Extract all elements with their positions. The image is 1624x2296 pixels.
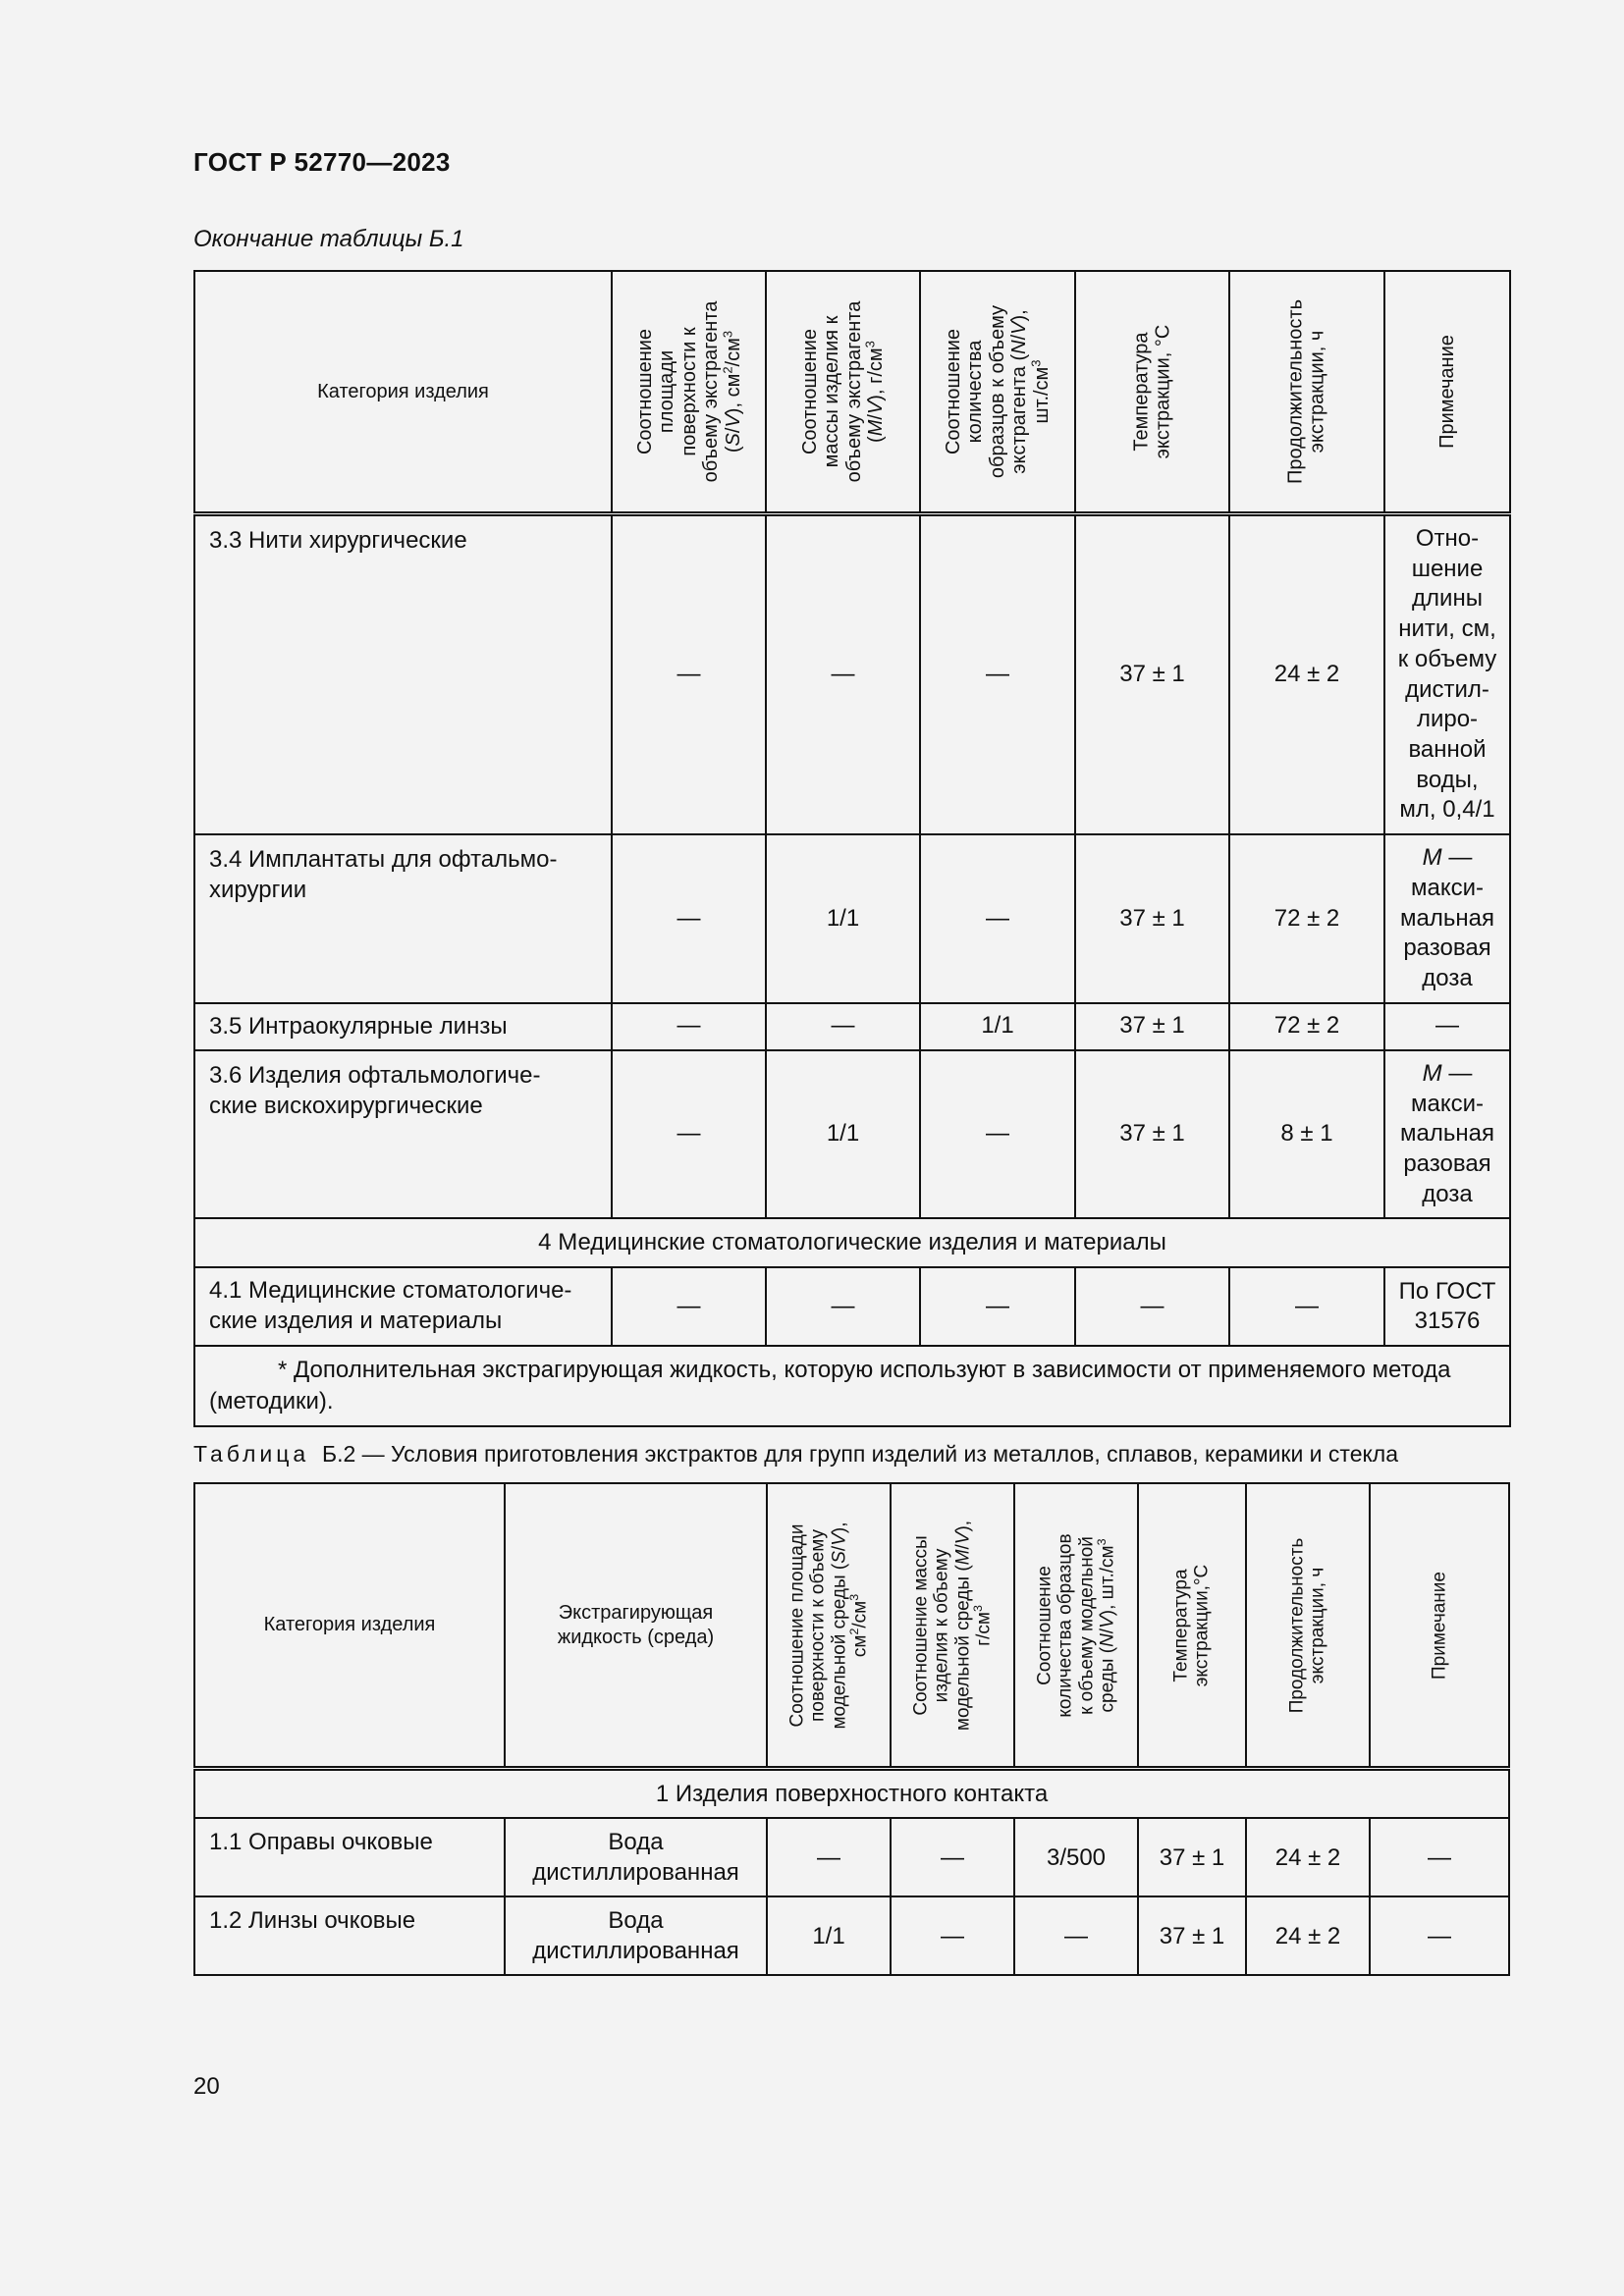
column-header-duration: Продолжительность экстракции, ч bbox=[1246, 1483, 1370, 1769]
value-cell: — bbox=[1014, 1896, 1138, 1975]
value-cell: 37 ± 1 bbox=[1075, 1003, 1229, 1050]
value-cell: — bbox=[612, 1267, 766, 1346]
category-cell: 3.6 Изделия офтальмологиче- ские вискохирургические bbox=[194, 1050, 612, 1219]
column-header-duration: Продолжительность экстракции, ч bbox=[1229, 271, 1384, 514]
value-cell: 1/1 bbox=[920, 1003, 1075, 1050]
table-row bbox=[194, 1818, 1509, 1896]
column-header-note: Примечание bbox=[1370, 1483, 1509, 1769]
table-row bbox=[194, 514, 1510, 835]
value-cell: 37 ± 1 bbox=[1075, 514, 1229, 835]
table2-caption: Таблица Б.2 — Условия приготовления экстрактов для групп изделий из металлов, сплавов, керамики и стекла bbox=[193, 1441, 1399, 1467]
section-row bbox=[194, 1218, 1510, 1267]
value-cell: — bbox=[612, 834, 766, 1003]
column-header-category: Категория изделия bbox=[194, 271, 612, 514]
category-cell: 3.5 Интраокулярные линзы bbox=[194, 1003, 612, 1050]
footnote-row bbox=[194, 1346, 1510, 1425]
value-cell: — bbox=[891, 1896, 1014, 1975]
value-cell: — bbox=[612, 1050, 766, 1219]
column-header-category: Категория изделия bbox=[194, 1483, 505, 1769]
value-cell: 37 ± 1 bbox=[1138, 1818, 1246, 1896]
category-cell: 4.1 Медицинские стоматологиче- ские изделия и материалы bbox=[194, 1267, 612, 1346]
value-cell: — bbox=[920, 514, 1075, 835]
table1-caption: Окончание таблицы Б.1 bbox=[193, 226, 464, 252]
section-heading: 4 Медицинские стоматологические изделия и материалы bbox=[194, 1218, 1510, 1267]
value-cell: — bbox=[766, 1003, 920, 1050]
value-cell: 37 ± 1 bbox=[1075, 834, 1229, 1003]
category-cell: 3.4 Имплантаты для офтальмо- хирургии bbox=[194, 834, 612, 1003]
table-row bbox=[194, 1896, 1509, 1975]
table-row bbox=[194, 1050, 1510, 1219]
section-heading: 1 Изделия поверхностного контакта bbox=[194, 1769, 1509, 1819]
value-cell: 72 ± 2 bbox=[1229, 1003, 1384, 1050]
category-cell: 3.3 Нити хирургические bbox=[194, 514, 612, 835]
section-row bbox=[194, 1769, 1509, 1819]
column-header-sv: Соотношение площади поверхности к объему экстрагента (S/V), $см^2/см^3$ bbox=[612, 271, 766, 514]
value-cell: — bbox=[766, 514, 920, 835]
value-cell: 24 ± 2 bbox=[1229, 514, 1384, 835]
category-cell: 1.2 Линзы очковые bbox=[194, 1896, 505, 1975]
note-cell: По ГОСТ 31576 bbox=[1384, 1267, 1510, 1346]
value-cell: — bbox=[920, 1050, 1075, 1219]
note-cell: — bbox=[1370, 1818, 1509, 1896]
medium-cell: Вода дистиллированная bbox=[505, 1818, 767, 1896]
value-cell: — bbox=[612, 1003, 766, 1050]
value-cell: 8 ± 1 bbox=[1229, 1050, 1384, 1219]
note-cell: M — макси- мальная разовая доза bbox=[1384, 834, 1510, 1003]
column-header-sv: Соотношение площади поверхности к объему модельной среды (S/V), $см^2/см^3$ bbox=[767, 1483, 891, 1769]
table-row bbox=[194, 1267, 1510, 1346]
column-header-nv: Соотношение количества образцов к объему экстрагента (N/V), $шт./см^3$ bbox=[920, 271, 1075, 514]
column-header-temperature: Температура экстракции, °С bbox=[1075, 271, 1229, 514]
value-cell: — bbox=[612, 514, 766, 835]
note-cell: M — макси- мальная разовая доза bbox=[1384, 1050, 1510, 1219]
value-cell: 3/500 bbox=[1014, 1818, 1138, 1896]
medium-cell: Вода дистиллированная bbox=[505, 1896, 767, 1975]
value-cell: 24 ± 2 bbox=[1246, 1896, 1370, 1975]
category-cell: 1.1 Оправы очковые bbox=[194, 1818, 505, 1896]
page-number: 20 bbox=[193, 2073, 220, 2100]
value-cell: — bbox=[767, 1818, 891, 1896]
table-row bbox=[194, 834, 1510, 1003]
value-cell: 1/1 bbox=[767, 1896, 891, 1975]
table-b2 bbox=[193, 1482, 1510, 1976]
value-cell: 24 ± 2 bbox=[1246, 1818, 1370, 1896]
column-header-mv: Соотношение массы изделия к объему модельной среды (M/V), $г/см^3$ bbox=[891, 1483, 1014, 1769]
note-cell: Отно- шение длины нити, см, к объему дистил- лиро- ванной воды, мл, 0,4/1 bbox=[1384, 514, 1510, 835]
column-header-mv: Соотношение массы изделия к объему экстрагента (M/V), $г/см^3$ bbox=[766, 271, 920, 514]
value-cell: — bbox=[920, 834, 1075, 1003]
value-cell: — bbox=[1229, 1267, 1384, 1346]
value-cell: 37 ± 1 bbox=[1138, 1896, 1246, 1975]
value-cell: — bbox=[1075, 1267, 1229, 1346]
table-row bbox=[194, 1003, 1510, 1050]
value-cell: 72 ± 2 bbox=[1229, 834, 1384, 1003]
column-header-medium: Экстрагирующая жидкость (среда) bbox=[505, 1483, 767, 1769]
note-cell: — bbox=[1370, 1896, 1509, 1975]
column-header-temperature: Температура экстракции,°С bbox=[1138, 1483, 1246, 1769]
column-header-nv: Соотношение количества образцов к объему модельной среды (N/V), $шт./см^3$ bbox=[1014, 1483, 1138, 1769]
table-footnote: * Дополнительная экстрагирующая жидкость, которую используют в зависимости от применяемого метода (методики). bbox=[194, 1346, 1510, 1425]
table-b1-end bbox=[193, 270, 1511, 1427]
value-cell: 1/1 bbox=[766, 1050, 920, 1219]
value-cell: — bbox=[891, 1818, 1014, 1896]
value-cell: 1/1 bbox=[766, 834, 920, 1003]
value-cell: — bbox=[920, 1267, 1075, 1346]
value-cell: — bbox=[766, 1267, 920, 1346]
document-code: ГОСТ Р 52770—2023 bbox=[193, 147, 451, 177]
column-header-note: Примечание bbox=[1384, 271, 1510, 514]
value-cell: 37 ± 1 bbox=[1075, 1050, 1229, 1219]
note-cell: — bbox=[1384, 1003, 1510, 1050]
